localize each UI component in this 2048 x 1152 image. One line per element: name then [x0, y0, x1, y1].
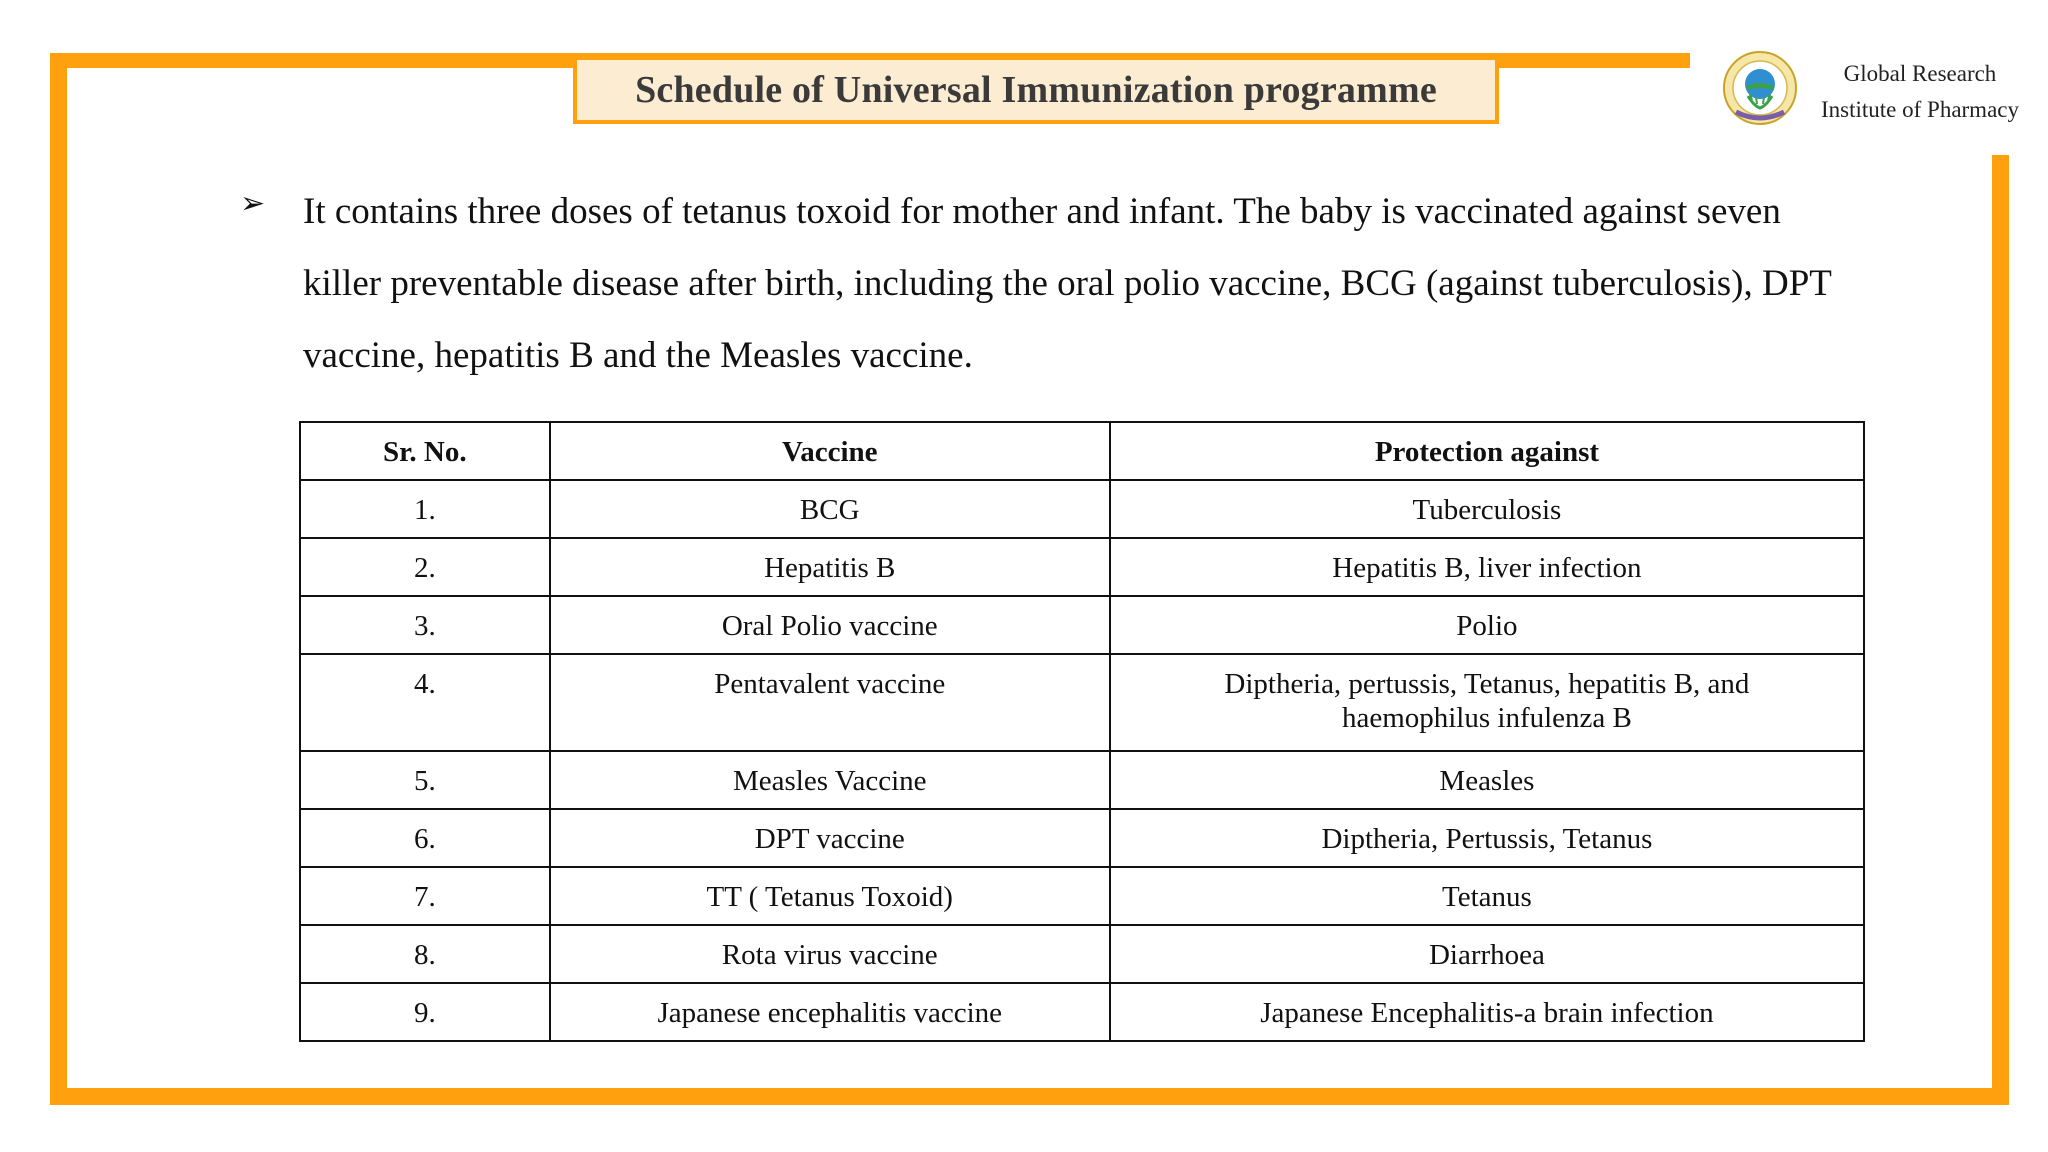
cell-sr-no: 9.	[300, 983, 550, 1041]
cell-sr-no: 8.	[300, 925, 550, 983]
header-vaccine: Vaccine	[550, 422, 1110, 480]
organization-name	[1805, 56, 2035, 128]
institute-emblem-icon	[1722, 50, 1798, 126]
organization-name-line2: Institute of Pharmacy	[1820, 97, 2019, 122]
arrowhead-bullet-icon: ➢	[240, 186, 266, 221]
cell-protection: Polio	[1110, 596, 1864, 654]
cell-vaccine: DPT vaccine	[550, 809, 1110, 867]
cell-protection: Diptheria, pertussis, Tetanus, hepatitis B, and haemophilus infulenza B	[1110, 654, 1864, 751]
cell-protection: Tuberculosis	[1110, 480, 1864, 538]
cell-sr-no: 4.	[300, 654, 550, 751]
cell-sr-no: 6.	[300, 809, 550, 867]
table-row	[300, 925, 1864, 983]
cell-sr-no: 5.	[300, 751, 550, 809]
cell-sr-no: 2.	[300, 538, 550, 596]
cell-sr-no: 7.	[300, 867, 550, 925]
cell-vaccine: Measles Vaccine	[550, 751, 1110, 809]
cell-vaccine: TT ( Tetanus Toxoid)	[550, 867, 1110, 925]
frame-bottom-bar	[50, 1088, 2009, 1105]
organization-name-line1: Global Research	[1843, 61, 1997, 86]
cell-protection: Measles	[1110, 751, 1864, 809]
table-row	[300, 596, 1864, 654]
bullet-text: It contains three doses of tetanus toxoid for mother and infant. The baby is vaccinated against seven killer preventable disease after birth, including the oral polio vaccine, BCG (against tuberculosis), DPT vaccine, hepatitis B and the Measles vaccine.	[303, 191, 1832, 376]
table-row	[300, 809, 1864, 867]
institute-logo-area	[1690, 22, 2035, 152]
cell-protection: Hepatitis B, liver infection	[1110, 538, 1864, 596]
cell-vaccine: BCG	[550, 480, 1110, 538]
table-header-row	[300, 422, 1864, 480]
cell-protection: Tetanus	[1110, 867, 1864, 925]
immunization-table	[299, 421, 1865, 1042]
cell-vaccine: Rota virus vaccine	[550, 925, 1110, 983]
frame-left-bar	[50, 53, 67, 1105]
table-row	[300, 751, 1864, 809]
header-sr-no: Sr. No.	[300, 422, 550, 480]
cell-protection: Diarrhoea	[1110, 925, 1864, 983]
table-row	[300, 867, 1864, 925]
cell-vaccine: Japanese encephalitis vaccine	[550, 983, 1110, 1041]
cell-protection: Diptheria, Pertussis, Tetanus	[1110, 809, 1864, 867]
cell-sr-no: 3.	[300, 596, 550, 654]
cell-protection: Japanese Encephalitis-a brain infection	[1110, 983, 1864, 1041]
frame-right-bar	[1992, 155, 2009, 1105]
table-row	[300, 654, 1864, 751]
cell-sr-no: 1.	[300, 480, 550, 538]
cell-vaccine: Pentavalent vaccine	[550, 654, 1110, 751]
table-row	[300, 538, 1864, 596]
header-protection: Protection against	[1110, 422, 1864, 480]
table-row	[300, 983, 1864, 1041]
table-row	[300, 480, 1864, 538]
slide-title: Schedule of Universal Immunization programme	[635, 69, 1437, 111]
cell-vaccine: Hepatitis B	[550, 538, 1110, 596]
title-banner	[573, 56, 1499, 124]
cell-vaccine: Oral Polio vaccine	[550, 596, 1110, 654]
